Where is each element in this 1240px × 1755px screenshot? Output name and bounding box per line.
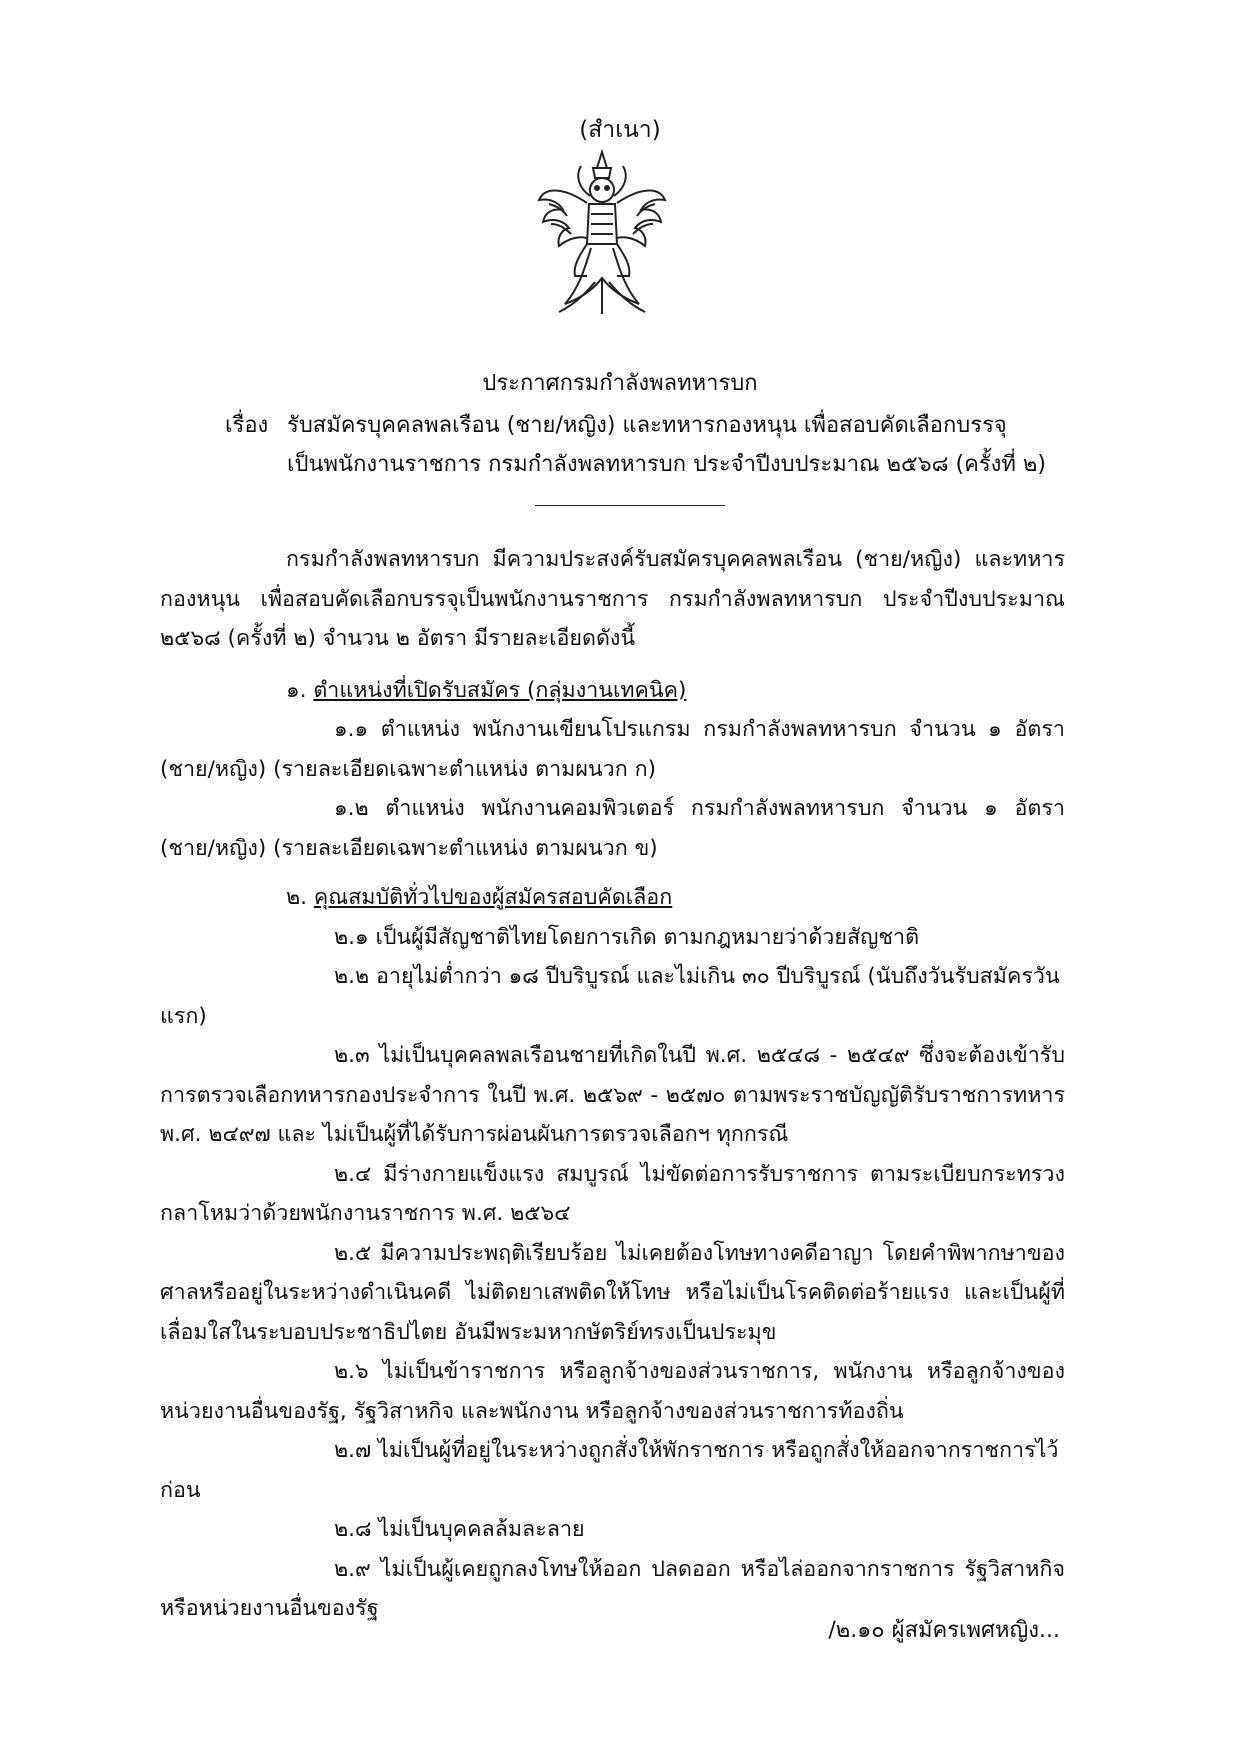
section-2-item: ๒.๘ ไม่เป็นบุคคลล้มละลาย: [334, 1517, 585, 1542]
announcement-title: ประกาศกรมกำลังพลทหารบก: [482, 371, 758, 396]
subject-block: [225, 406, 1046, 484]
section-2-item: ๒.๗ ไม่เป็นผู้ที่อยู่ในระหว่างถูกสั่งให้พักราชการ หรือถูกสั่งให้ออกจากราชการไว้ก่อน: [160, 1438, 1059, 1503]
section-1-number: ๑.: [286, 677, 307, 703]
subject-line-1: [225, 406, 1046, 445]
section-1-item: ๑.๒ ตำแหน่ง พนักงานคอมพิวเตอร์ กรมกำลังพลทหารบก จำนวน ๑ อัตรา (ชาย/หญิง) (รายละเอียดเฉพาะตำแหน่ง ตามผนวก ข): [160, 796, 1065, 861]
section-2-title: คุณสมบัติทั่วไปของผู้สมัครสอบคัดเลือก: [313, 885, 673, 910]
section-2-item: ๒.๒ อายุไม่ต่ำกว่า ๑๘ ปีบริบูรณ์ และไม่เกิน ๓๐ ปีบริบูรณ์ (นับถึงวันรับสมัครวันแรก): [160, 964, 1060, 1029]
section-1-heading: [160, 671, 1065, 711]
section-2-item: ๒.๑ เป็นผู้มีสัญชาติไทยโดยการเกิด ตามกฎหมายว่าด้วยสัญชาติ: [334, 924, 920, 950]
section-2-item: ๒.๖ ไม่เป็นข้าราชการ หรือลูกจ้างของส่วนราชการ, พนักงาน หรือลูกจ้างของหน่วยงานอื่นของรัฐ, รัฐวิสาหกิจ และพนักงาน หรือลูกจ้างของส่วนราชการท้องถิ่น: [160, 1359, 1065, 1424]
garuda-emblem-icon: [535, 148, 670, 318]
continuation-note: /๒.๑๐ ผู้สมัครเพศหญิง...: [828, 1618, 1060, 1643]
document-body: [160, 540, 1065, 1629]
section-2-number: ๒.: [286, 885, 308, 910]
intro-paragraph: กรมกำลังพลทหารบก มีความประสงค์รับสมัครบุคคลพลเรือน (ชาย/หญิง) และทหารกองหนุน เพื่อสอบคัดเลือกบรรจุเป็นพนักงานราชการ กรมกำลังพลทหารบก ประจำปีงบประมาณ ๒๕๖๘ (ครั้งที่ ๒) จำนวน ๒ อัตรา มีรายละเอียดดังนี้: [160, 547, 1065, 651]
section-2-item: ๒.๕ มีความประพฤติเรียบร้อย ไม่เคยต้องโทษทางคดีอาญา โดยคำพิพากษาของศาลหรืออยู่ในระหว่างดำเนินคดี ไม่ติดยาเสพติดให้โทษ หรือไม่เป็นโรคติดต่อร้ายแรง และเป็นผู้ที่เลื่อมใสในระบอบประชาธิปไตย อันมีพระมหากษัตริย์ทรงเป็นประมุข: [160, 1240, 1065, 1345]
section-1-item: ๑.๑ ตำแหน่ง พนักงานเขียนโปรแกรม กรมกำลังพลทหารบก จำนวน ๑ อัตรา (ชาย/หญิง) (รายละเอียดเฉพาะตำแหน่ง ตามผนวก ก): [160, 717, 1065, 782]
subject-label: เรื่อง: [225, 413, 269, 438]
divider-line: [535, 505, 725, 506]
section-2-heading: [160, 878, 1065, 918]
section-2-item: ๒.๙ ไม่เป็นผู้เคยถูกลงโทษให้ออก ปลดออก หรือไล่ออกจากราชการ รัฐวิสาหกิจหรือหน่วยงานอื่นของรัฐ: [160, 1556, 1065, 1621]
copy-mark: (สำเนา): [579, 117, 661, 143]
section-1-title: ตำแหน่งที่เปิดรับสมัคร (กลุ่มงานเทคนิค): [313, 677, 687, 703]
section-2-item: ๒.๔ มีร่างกายแข็งแรง สมบูรณ์ ไม่ขัดต่อการรับราชการ ตามระเบียบกระทรวงกลาโหมว่าด้วยพนักงานราชการ พ.ศ. ๒๕๖๔: [160, 1161, 1065, 1226]
section-2-item: ๒.๓ ไม่เป็นบุคคลพลเรือนชายที่เกิดในปี พ.ศ. ๒๕๔๘ - ๒๕๔๙ ซึ่งจะต้องเข้ารับการตรวจเลือกทหารกองประจำการ ในปี พ.ศ. ๒๕๖๙ - ๒๕๗๐ ตามพระราชบัญญัติรับราชการทหาร พ.ศ. ๒๔๙๗ และ ไม่เป็นผู้ที่ได้รับการผ่อนผันการตรวจเลือกฯ ทุกกรณี: [160, 1043, 1065, 1147]
subject-text-2: เป็นพนักงานราชการ กรมกำลังพลทหารบก ประจำปีงบประมาณ ๒๕๖๘ (ครั้งที่ ๒): [287, 452, 1046, 477]
subject-text-1: รับสมัครบุคคลพลเรือน (ชาย/หญิง) และทหารกองหนุน เพื่อสอบคัดเลือกบรรจุ: [287, 413, 1007, 438]
